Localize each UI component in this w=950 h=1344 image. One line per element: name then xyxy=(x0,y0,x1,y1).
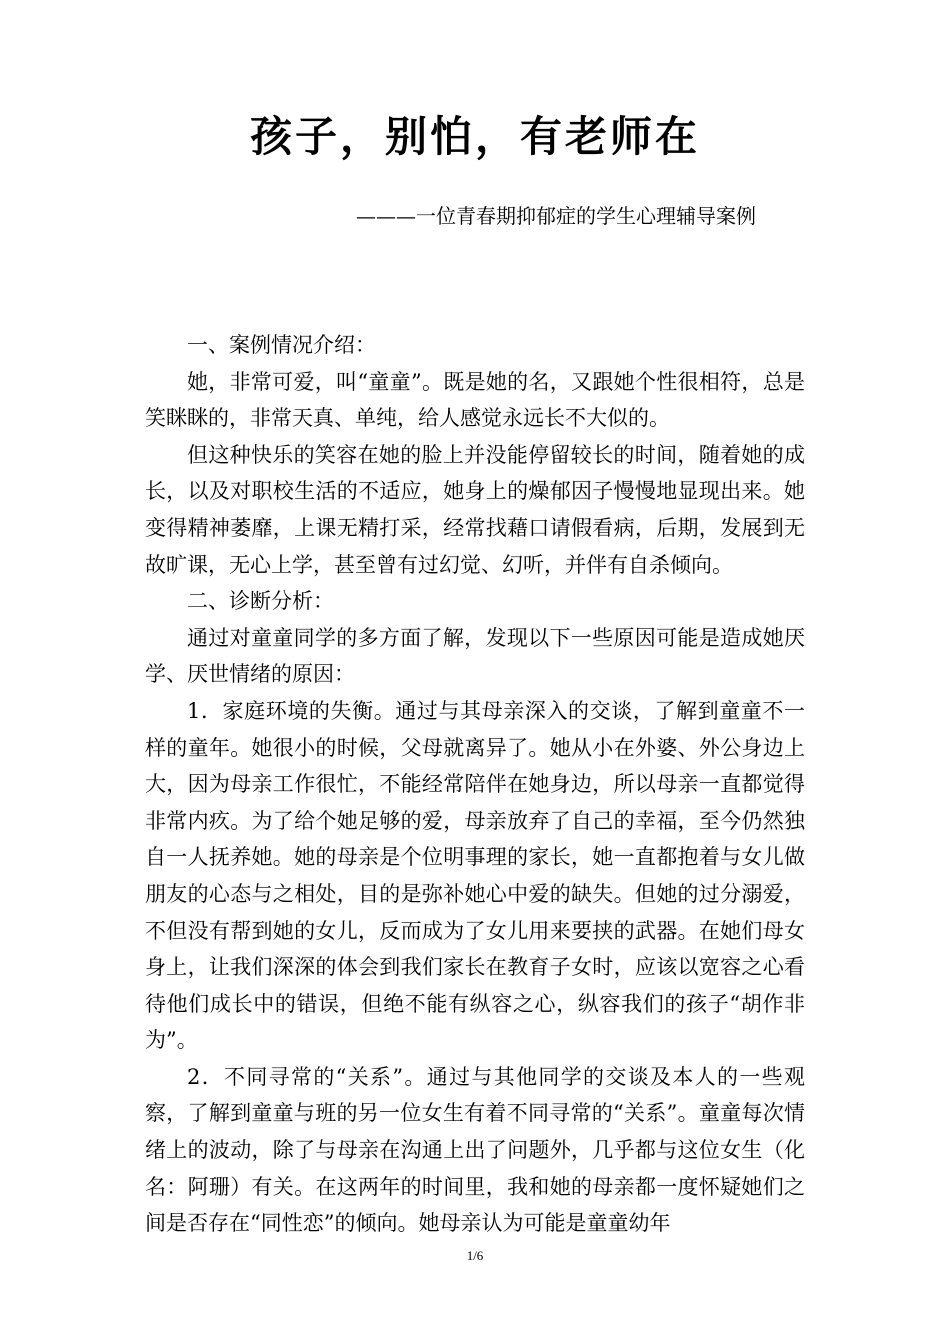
document-title: 孩子，别怕，有老师在 xyxy=(249,112,700,161)
paragraph: 2．不同寻常的“关系”。通过与其他同学的交谈及本人的一些观察，了解到童童与班的另一位女生有着不同寻常的“关系”。童童每次情绪上的波动，除了与母亲在沟通上出了问题外，几乎都与这位女生（化名：阿珊）有关。在这两年的时间里，我和她的母亲都一度怀疑她们之间是否存在“同性恋”的倾向。她母亲认为可能是童童幼年 xyxy=(145,1064,805,1236)
paragraph: 她，非常可爱，叫“童童”。既是她的名，又跟她个性很相符，总是笑眯眯的，非常天真、单纯，给人感觉永远长不大似的。 xyxy=(145,369,805,431)
paragraph: 通过对童童同学的多方面了解，发现以下一些原因可能是造成她厌学、厌世情绪的原因： xyxy=(145,625,805,687)
section-heading-diagnosis: 二、诊断分析： xyxy=(187,589,334,614)
document-body xyxy=(145,327,805,1242)
paragraph: 1．家庭环境的失衡。通过与其母亲深入的交谈，了解到童童不一样的童年。她很小的时候，父母就离异了。她从小在外婆、外公身边上大，因为母亲工作很忙，不能经常陪伴在她身边，所以母亲一直都觉得非常内疚。为了给个她足够的爱，母亲放弃了自己的幸福，至今仍然独自一人抚养她。她的母亲是个位明事理的家长，她一直都抱着与女儿做朋友的心态与之相处，目的是弥补她心中爱的缺失。但她的过分溺爱，不但没有帮到她的女儿，反而成为了女儿用来要挟的武器。在她们母女身上，让我们深深的体会到我们家长在教育子女时，应该以宽容之心看待他们成长中的错误，但绝不能有纵容之心，纵容我们的孩子“胡作非为”。 xyxy=(145,698,805,1053)
paragraph: 但这种快乐的笑容在她的脸上并没能停留较长的时间，随着她的成长，以及对职校生活的不适应，她身上的燥郁因子慢慢地显现出来。她变得精神萎靡，上课无精打采，经常找藉口请假看病，后期，发展到无故旷课，无心上学，甚至曾有过幻觉、幻听，并伴有自杀倾向。 xyxy=(145,442,805,577)
document-subtitle: ———一位青春期抑郁症的学生心理辅导案例 xyxy=(356,204,756,228)
section-heading-case-intro: 一、案例情况介绍： xyxy=(187,333,376,357)
page-number: 1/6 xyxy=(466,1248,484,1263)
